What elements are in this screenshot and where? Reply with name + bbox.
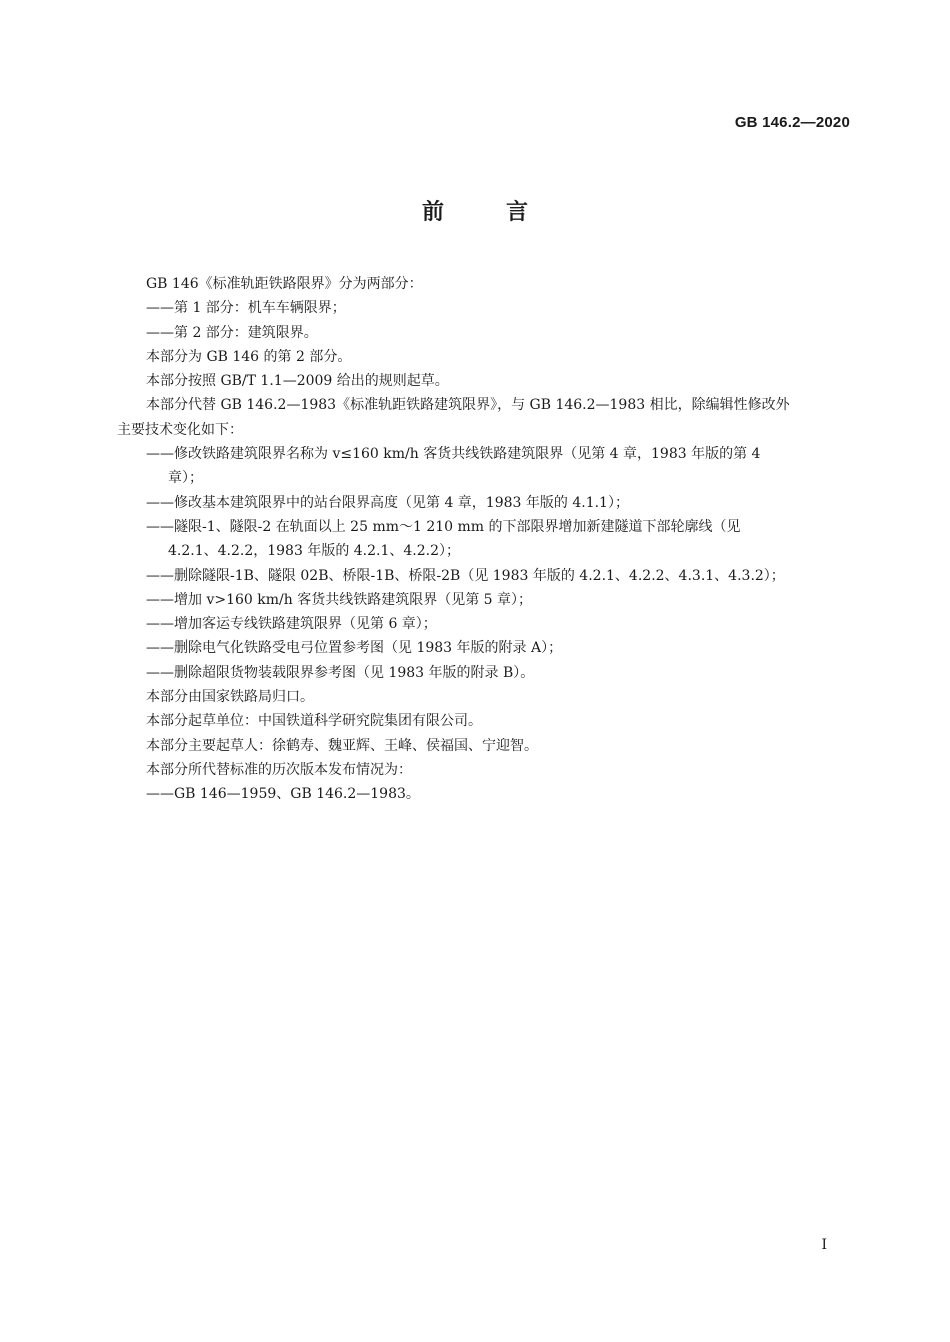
paragraph: 本部分为 GB 146 的第 2 部分。 bbox=[146, 348, 352, 365]
page-number: I bbox=[821, 1237, 827, 1253]
list-item: ——增加 v>160 km/h 客货共线铁路建筑限界（见第 5 章）； bbox=[146, 591, 533, 608]
paragraph: 本部分主要起草人：徐鹤寿、魏亚辉、王峰、侯福国、宁迎智。 bbox=[146, 737, 538, 754]
list-item: ——增加客运专线铁路建筑限界（见第 6 章）； bbox=[146, 616, 437, 633]
list-item: ——修改基本建筑限界中的站台限界高度（见第 4 章，1983 年版的 4.1.1）； bbox=[146, 494, 629, 511]
preface-body bbox=[117, 272, 853, 807]
paragraph: 本部分按照 GB/T 1.1—2009 给出的规则起草。 bbox=[146, 373, 449, 390]
list-item: ——删除隧限-1B、隧限 02B、桥限-1B、桥限-2B（见 1983 年版的 4.2.1、4.2.2、4.3.1、4.3.2）； bbox=[146, 567, 785, 584]
paragraph-continuation: 主要技术变化如下： bbox=[117, 421, 243, 438]
paragraph: GB 146《标准轨距铁路限界》分为两部分： bbox=[146, 276, 423, 292]
paragraph: 本部分由国家铁路局归口。 bbox=[146, 689, 314, 706]
paragraph: 本部分所代替标准的历次版本发布情况为： bbox=[146, 761, 412, 778]
paragraph: 本部分起草单位：中国铁道科学研究院集团有限公司。 bbox=[146, 713, 482, 730]
page-title: 前言 bbox=[421, 200, 590, 225]
list-item-continuation: 章）； bbox=[168, 470, 203, 487]
paragraph: 本部分代替 GB 146.2—1983《标准轨距铁路建筑限界》，与 GB 146.2—1983 相比，除编辑性修改外 bbox=[146, 397, 790, 414]
list-item: ——删除电气化铁路受电弓位置参考图（见 1983 年版的附录 A）； bbox=[146, 640, 563, 657]
list-item-continuation: 4.2.1、4.2.2，1983 年版的 4.2.1、4.2.2）； bbox=[168, 543, 461, 560]
standard-code: GB 146.2—2020 bbox=[734, 114, 850, 131]
list-item: ——第 1 部分：机车车辆限界； bbox=[146, 300, 346, 317]
list-item: ——隧限-1、隧限-2 在轨面以上 25 mm～1 210 mm 的下部限界增加新建隧道下部轮廓线（见 bbox=[146, 518, 741, 535]
list-item: ——第 2 部分：建筑限界。 bbox=[146, 324, 318, 341]
list-item: ——修改铁路建筑限界名称为 v≤160 km/h 客货共线铁路建筑限界（见第 4 章，1983 年版的第 4 bbox=[146, 446, 761, 463]
list-item: ——GB 146—1959、GB 146.2—1983。 bbox=[146, 786, 420, 803]
list-item: ——删除超限货物装载限界参考图（见 1983 年版的附录 B）。 bbox=[146, 664, 535, 681]
